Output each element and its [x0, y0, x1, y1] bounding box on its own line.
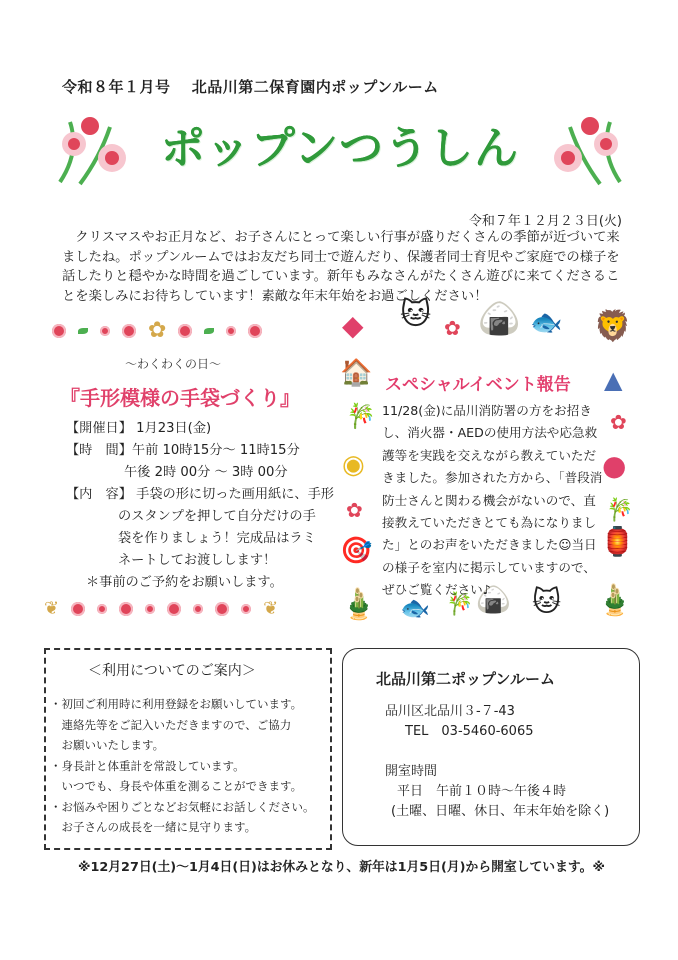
- flower-icon: [100, 326, 110, 336]
- flower-icon: [248, 324, 262, 338]
- leaf-icon: [78, 328, 88, 334]
- flower-icon: [193, 604, 203, 614]
- kadomatsu-icon: 🎍: [340, 587, 378, 622]
- flower-icon: [215, 602, 229, 616]
- maneki-neko-icon: 🐱: [400, 297, 432, 332]
- list-item: ・初回ご利用時に利用登録をお願いしています。: [50, 697, 303, 711]
- plum-flower-icon: ✿: [444, 316, 461, 340]
- event-content-2: のスタンプを押して自分だけの手: [118, 509, 316, 524]
- daruma-icon: ●: [602, 449, 627, 482]
- list-item: いつでも、身長や体重を測ることができます。: [50, 779, 303, 793]
- list-item: ・お悩みや困りごとなどお気軽にお話しください。: [50, 799, 315, 814]
- event-subtitle: ～わくわくの日～: [125, 357, 222, 371]
- room-name: 北品川第二ポップンルーム: [376, 670, 556, 688]
- issue-date: 令和７年１２月２３日(火): [468, 214, 622, 229]
- sea-bream-icon: 🐟: [400, 594, 430, 622]
- mizuhiki-knot-icon: ❦: [263, 598, 279, 619]
- plum-flower-icon: [50, 112, 142, 193]
- flower-icon: [71, 602, 85, 616]
- flower-icon: [226, 326, 236, 336]
- hours-weekday: 平日 午前１０時～午後４時: [397, 784, 567, 799]
- hours-note: (土曜、日曜、休日、年末年始を除く): [391, 804, 610, 819]
- event-info: [66, 418, 336, 594]
- flower-icon: [241, 604, 251, 614]
- issue-header: 令和８年１月号 北品川第二保育園内ポップンルーム: [62, 78, 439, 96]
- event-date: 【開催日】 1月23日(金): [66, 421, 212, 436]
- flower-border-top: [52, 318, 322, 343]
- list-item: 連絡先等をご記入いただきますので、ご協力: [50, 717, 292, 732]
- plum-flower-icon: ✿: [610, 410, 627, 434]
- spinning-top-icon: ◉: [342, 450, 365, 480]
- kagami-mochi-icon: 🍙: [476, 583, 511, 616]
- kagami-mochi-icon: 🍙: [478, 299, 521, 339]
- fortune-house-icon: 🏠: [340, 358, 373, 388]
- plum-flower-icon: ✿: [346, 498, 363, 522]
- flower-icon: [97, 604, 107, 614]
- flower-border-bottom: [44, 598, 334, 619]
- list-item: お願いいたします。: [50, 738, 165, 752]
- newsletter-title: ポップンつうしん: [160, 123, 520, 174]
- flower-icon: [119, 602, 133, 616]
- usage-guide-title: ＜利用についてのご案内＞: [88, 663, 256, 679]
- kite-icon: ◆: [342, 309, 364, 342]
- target-arrow-icon: 🎯: [340, 536, 373, 566]
- bamboo-icon: 🎋: [606, 498, 634, 523]
- kadomatsu-icon: 🎍: [596, 583, 634, 618]
- bamboo-icon: 🎋: [346, 402, 376, 430]
- intro-text: クリスマスやお正月など、お子さんにとって楽しい行事が盛りだくさんの季節が近づいて来ましたね。ポップンルームではお友だち同士で遊んだり、保護者同士育児やご家庭での様子を話したりと穏やかな時間を過ごしています。新年もみなさんがたくさん遊びに来てくださることを楽しみにお待ちしています！素敵な年末年始をお過ごしください！: [62, 230, 620, 304]
- flower-icon: [145, 604, 155, 614]
- special-event-report: 11/28(金)に品川消防署の方をお招きし、消火器・AEDの使用方法や応急救護等を実践を交えながら教えていただきました。参加された方から、「普段消防士さんと関わる機会がないので、直接教えていただきとても為になりました」とのお声をいただきました☺当日の様子を室内に掲示していますので、ぜひご覧ください♪: [382, 403, 603, 598]
- mizuhiki-knot-icon: ❦: [44, 598, 60, 619]
- plum-flower-icon: [540, 112, 632, 193]
- room-tel: TEL 03-5460-6065: [405, 724, 534, 739]
- special-event-title: スペシャルイベント報告: [385, 375, 571, 395]
- maneki-neko-icon: 🐱: [532, 585, 562, 618]
- room-address: 品川区北品川３-７-43: [385, 704, 515, 719]
- event-content-1: 【内 容】 手袋の形に切った画用紙に、手形: [66, 487, 334, 502]
- mount-fuji-icon: ▲: [604, 366, 623, 394]
- event-time-pm: 午後 2時 00分 ～ 3時 00分: [124, 465, 288, 480]
- usage-guide-list: [50, 694, 328, 838]
- room-details: [385, 702, 609, 822]
- closure-notice: ※12月27日(土)～1月4日(日)はお休みとなり、新年は1月5日(月)から開室しています。※: [78, 860, 605, 875]
- event-time-am: 【時 間】午前 10時15分～ 11時15分: [66, 443, 300, 458]
- lantern-icon: 🏮: [600, 525, 635, 558]
- event-content-4: ネートしてお渡しします！: [118, 553, 277, 568]
- bamboo-icon: 🎋: [446, 592, 474, 617]
- mizuhiki-knot-icon: ✿: [148, 318, 167, 343]
- flower-icon: [122, 324, 136, 338]
- event-title: 『手形模様の手袋づくり』: [60, 386, 300, 410]
- event-note: ＊事前のご予約をお願いします。: [86, 575, 283, 590]
- flower-icon: [178, 324, 192, 338]
- list-item: お子さんの成長を一緒に見守ります。: [50, 820, 257, 834]
- flower-icon: [52, 324, 66, 338]
- flower-icon: [167, 602, 181, 616]
- list-item: ・身長計と体重計を常設しています。: [50, 758, 245, 773]
- sea-bream-icon: 🐟: [530, 308, 563, 338]
- shishimai-icon: 🦁: [594, 309, 632, 344]
- hours-label: 開室時間: [385, 764, 438, 779]
- event-content-3: 袋を作りましょう！完成品はラミ: [118, 531, 316, 546]
- leaf-icon: [204, 328, 214, 334]
